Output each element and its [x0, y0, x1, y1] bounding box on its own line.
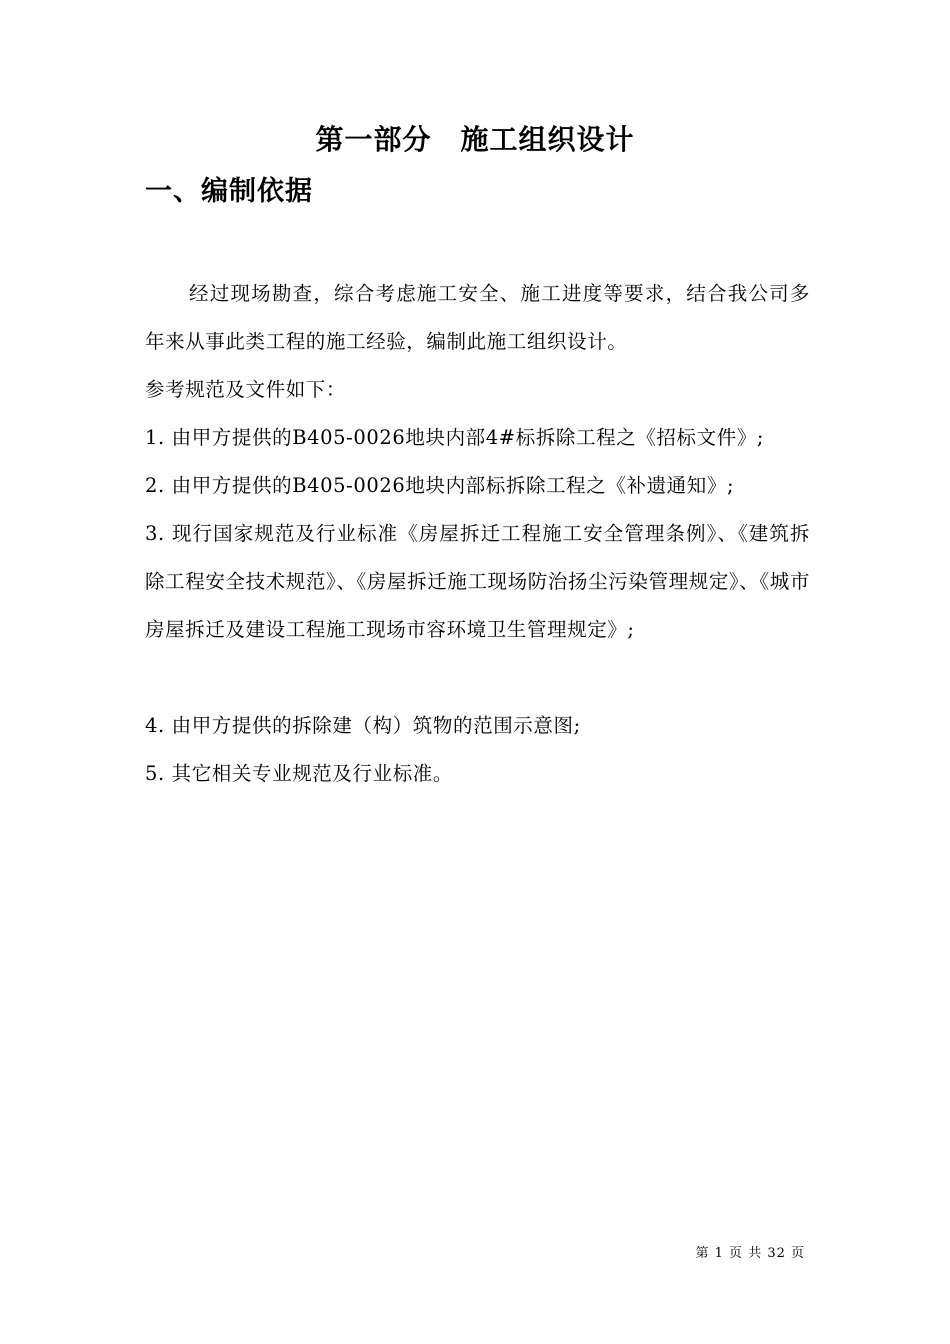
reference-item-5: 5. 其它相关专业规范及行业标准。 [145, 762, 454, 785]
part-title: 第一部分 施工组织设计 [315, 123, 635, 156]
references-intro: 参考规范及文件如下： [145, 378, 347, 401]
reference-item-4: 4. 由甲方提供的拆除建（构）筑物的范围示意图; [145, 714, 581, 737]
reference-item-3: 3. 现行国家规范及行业标准《房屋拆迁工程施工安全管理条例》、《建筑拆除工程安全技术规范》、《房屋拆迁施工现场防治扬尘污染管理规定》、《城市房屋拆迁及建设工程施工现场市容环境卫生管理规定》; [145, 522, 810, 641]
reference-item-2: 2. 由甲方提供的B405-0026地块内部标拆除工程之《补遗通知》; [145, 474, 735, 497]
page-number-footer: 第 1 页 共 32 页 [695, 1246, 805, 1261]
section-heading: 一、编制依据 [145, 176, 313, 207]
reference-item-1: 1. 由甲方提供的B405-0026地块内部4#标拆除工程之《招标文件》; [145, 426, 765, 449]
intro-paragraph: 经过现场勘查，综合考虑施工安全、施工进度等要求，结合我公司多年来从事此类工程的施工经验，编制此施工组织设计。 [145, 282, 810, 353]
